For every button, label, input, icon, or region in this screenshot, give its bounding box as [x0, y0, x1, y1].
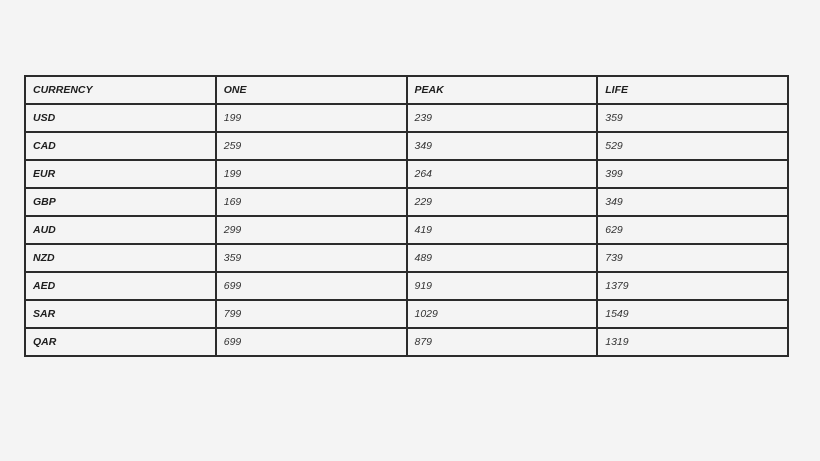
table-row — [25, 132, 788, 160]
life-cell: 629 — [597, 216, 788, 244]
currency-cell: AED — [25, 272, 216, 300]
peak-cell: 489 — [407, 244, 598, 272]
currency-cell: SAR — [25, 300, 216, 328]
table-row — [25, 272, 788, 300]
life-cell: 399 — [597, 160, 788, 188]
table-row — [25, 244, 788, 272]
life-cell: 1319 — [597, 328, 788, 356]
one-cell: 799 — [216, 300, 407, 328]
peak-cell: 1029 — [407, 300, 598, 328]
currency-cell: NZD — [25, 244, 216, 272]
one-cell: 299 — [216, 216, 407, 244]
column-header-peak: PEAK — [407, 76, 598, 104]
life-cell: 1549 — [597, 300, 788, 328]
peak-cell: 239 — [407, 104, 598, 132]
life-cell: 359 — [597, 104, 788, 132]
one-cell: 699 — [216, 328, 407, 356]
peak-cell: 229 — [407, 188, 598, 216]
table-row — [25, 300, 788, 328]
table-row — [25, 216, 788, 244]
one-cell: 359 — [216, 244, 407, 272]
one-cell: 199 — [216, 104, 407, 132]
life-cell: 739 — [597, 244, 788, 272]
life-cell: 1379 — [597, 272, 788, 300]
table-row — [25, 160, 788, 188]
peak-cell: 264 — [407, 160, 598, 188]
life-cell: 529 — [597, 132, 788, 160]
one-cell: 169 — [216, 188, 407, 216]
pricing-table — [24, 75, 789, 357]
table-header-row — [25, 76, 788, 104]
table-row — [25, 328, 788, 356]
table-row — [25, 188, 788, 216]
currency-cell: GBP — [25, 188, 216, 216]
one-cell: 199 — [216, 160, 407, 188]
column-header-life: LIFE — [597, 76, 788, 104]
currency-cell: QAR — [25, 328, 216, 356]
peak-cell: 879 — [407, 328, 598, 356]
life-cell: 349 — [597, 188, 788, 216]
currency-cell: CAD — [25, 132, 216, 160]
currency-cell: USD — [25, 104, 216, 132]
peak-cell: 349 — [407, 132, 598, 160]
table-row — [25, 104, 788, 132]
column-header-one: ONE — [216, 76, 407, 104]
column-header-currency: CURRENCY — [25, 76, 216, 104]
currency-cell: AUD — [25, 216, 216, 244]
one-cell: 259 — [216, 132, 407, 160]
currency-cell: EUR — [25, 160, 216, 188]
one-cell: 699 — [216, 272, 407, 300]
peak-cell: 919 — [407, 272, 598, 300]
peak-cell: 419 — [407, 216, 598, 244]
